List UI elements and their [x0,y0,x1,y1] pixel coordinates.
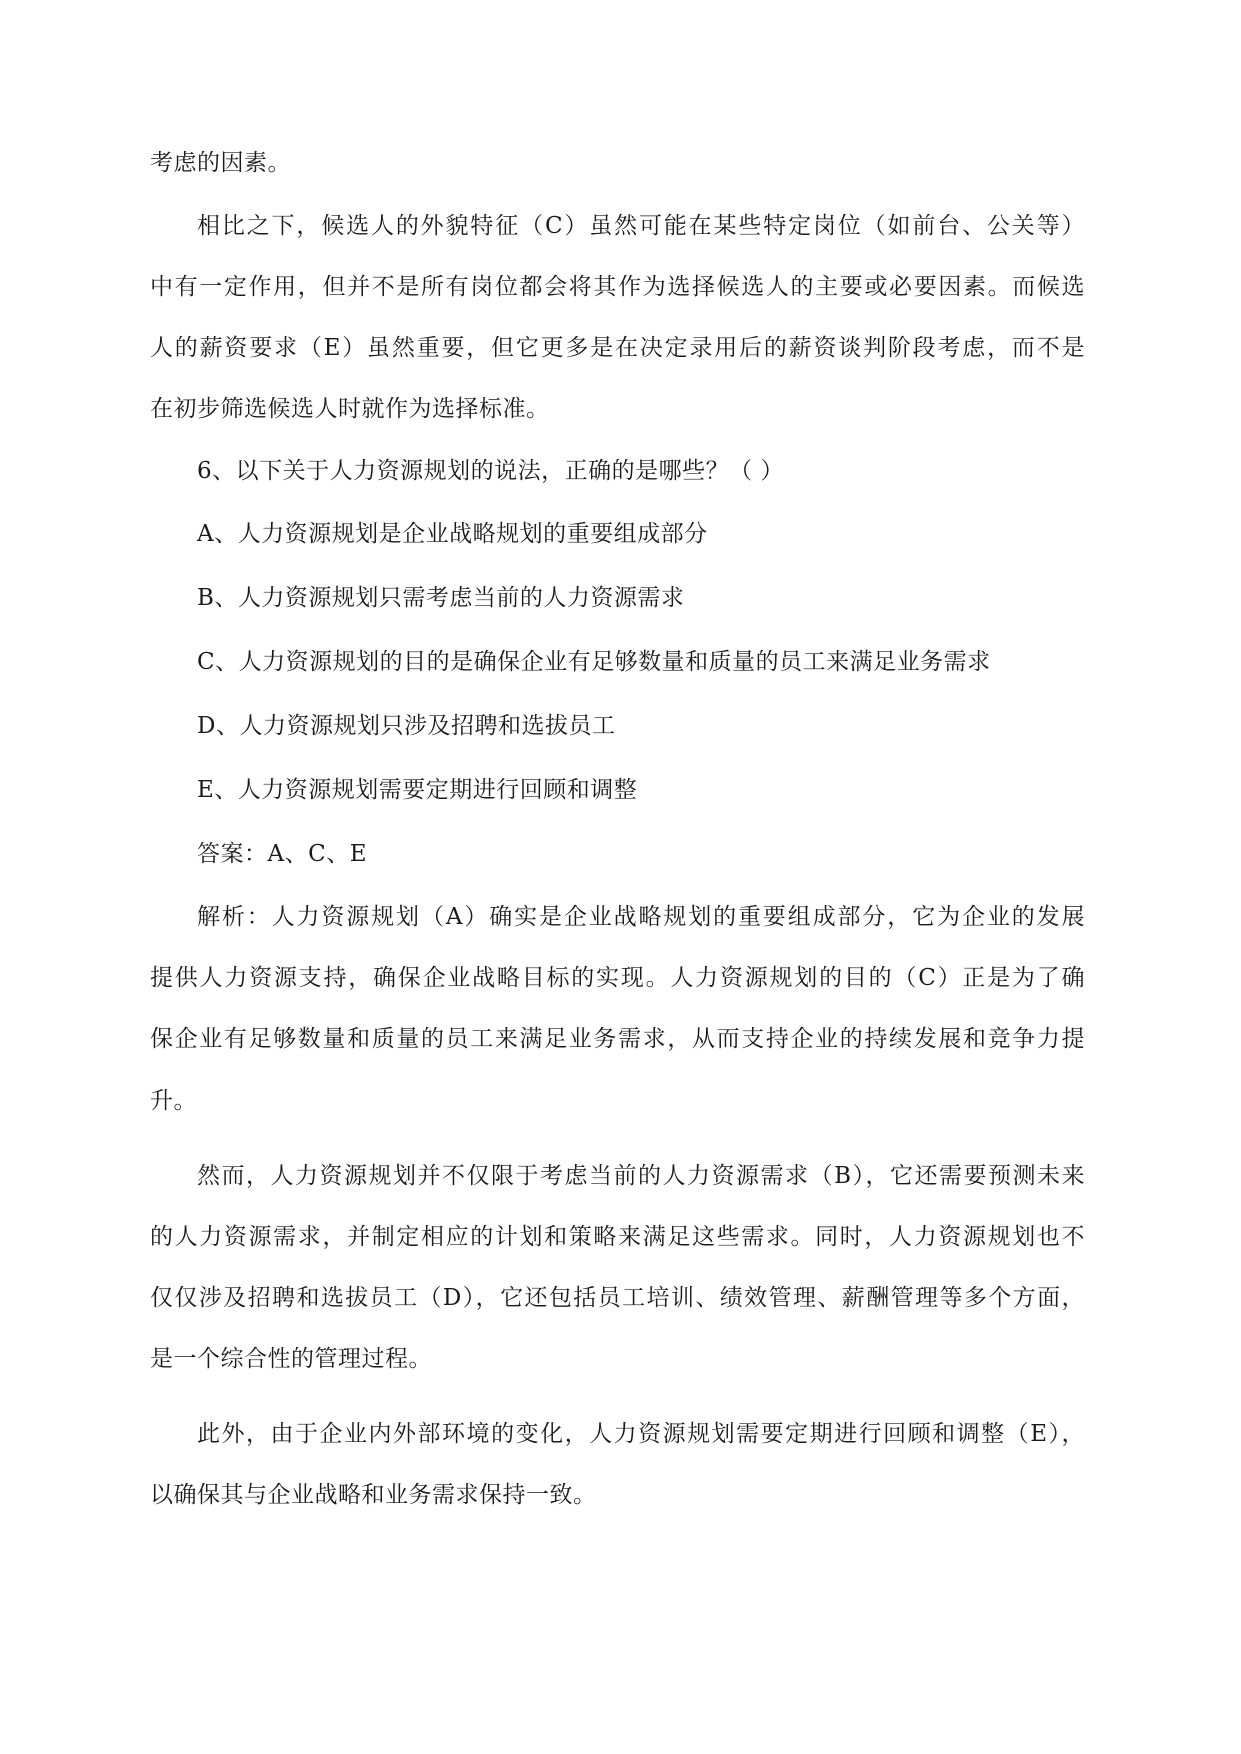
question-stem: 6、以下关于人力资源规划的说法，正确的是哪些？（ ） [197,458,784,484]
option-e: E、人力资源规划需要定期进行回顾和调整 [197,777,638,803]
option-a: A、人力资源规划是企业战略规划的重要组成部分 [197,521,708,547]
analysis-line-3: 保企业有足够数量和质量的员工来满足业务需求，从而支持企业的持续发展和竞争力提 [150,1026,1085,1052]
option-c: C、人力资源规划的目的是确保企业有足够数量和质量的员工来满足业务需求 [197,649,991,675]
analysis-line-1: 解析：人力资源规划（A）确实是企业战略规划的重要组成部分，它为企业的发展 [197,904,1085,930]
answer-line: 答案：A、C、E [197,841,367,867]
compare-paragraph-line-4: 在初步筛选候选人时就作为选择标准。 [150,396,550,422]
paragraph-continuation: 考虑的因素。 [150,150,291,176]
moreover-paragraph-line-1: 此外，由于企业内外部环境的变化，人力资源规划需要定期进行回顾和调整（E）， [197,1421,1085,1447]
option-b: B、人力资源规划只需考虑当前的人力资源需求 [197,585,685,611]
analysis-line-2: 提供人力资源支持，确保企业战略目标的实现。人力资源规划的目的（C）正是为了确 [150,965,1085,991]
compare-paragraph-line-1: 相比之下，候选人的外貌特征（C）虽然可能在某些特定岗位（如前台、公关等） [197,213,1085,239]
moreover-paragraph-line-2: 以确保其与企业战略和业务需求保持一致。 [150,1482,597,1508]
compare-paragraph-line-3: 人的薪资要求（E）虽然重要，但它更多是在决定录用后的薪资谈判阶段考虑，而不是 [150,335,1085,361]
however-paragraph-line-1: 然而，人力资源规划并不仅限于考虑当前的人力资源需求（B），它还需要预测未来 [197,1163,1085,1189]
however-paragraph-line-4: 是一个综合性的管理过程。 [150,1346,432,1372]
however-paragraph-line-3: 仅仅涉及招聘和选拔员工（D），它还包括员工培训、绩效管理、薪酬管理等多个方面， [150,1285,1085,1311]
analysis-line-4: 升。 [150,1088,197,1114]
compare-paragraph-line-2: 中有一定作用，但并不是所有岗位都会将其作为选择候选人的主要或必要因素。而候选 [150,274,1085,300]
option-d: D、人力资源规划只涉及招聘和选拔员工 [197,713,616,739]
however-paragraph-line-2: 的人力资源需求，并制定相应的计划和策略来满足这些需求。同时，人力资源规划也不 [150,1224,1085,1250]
